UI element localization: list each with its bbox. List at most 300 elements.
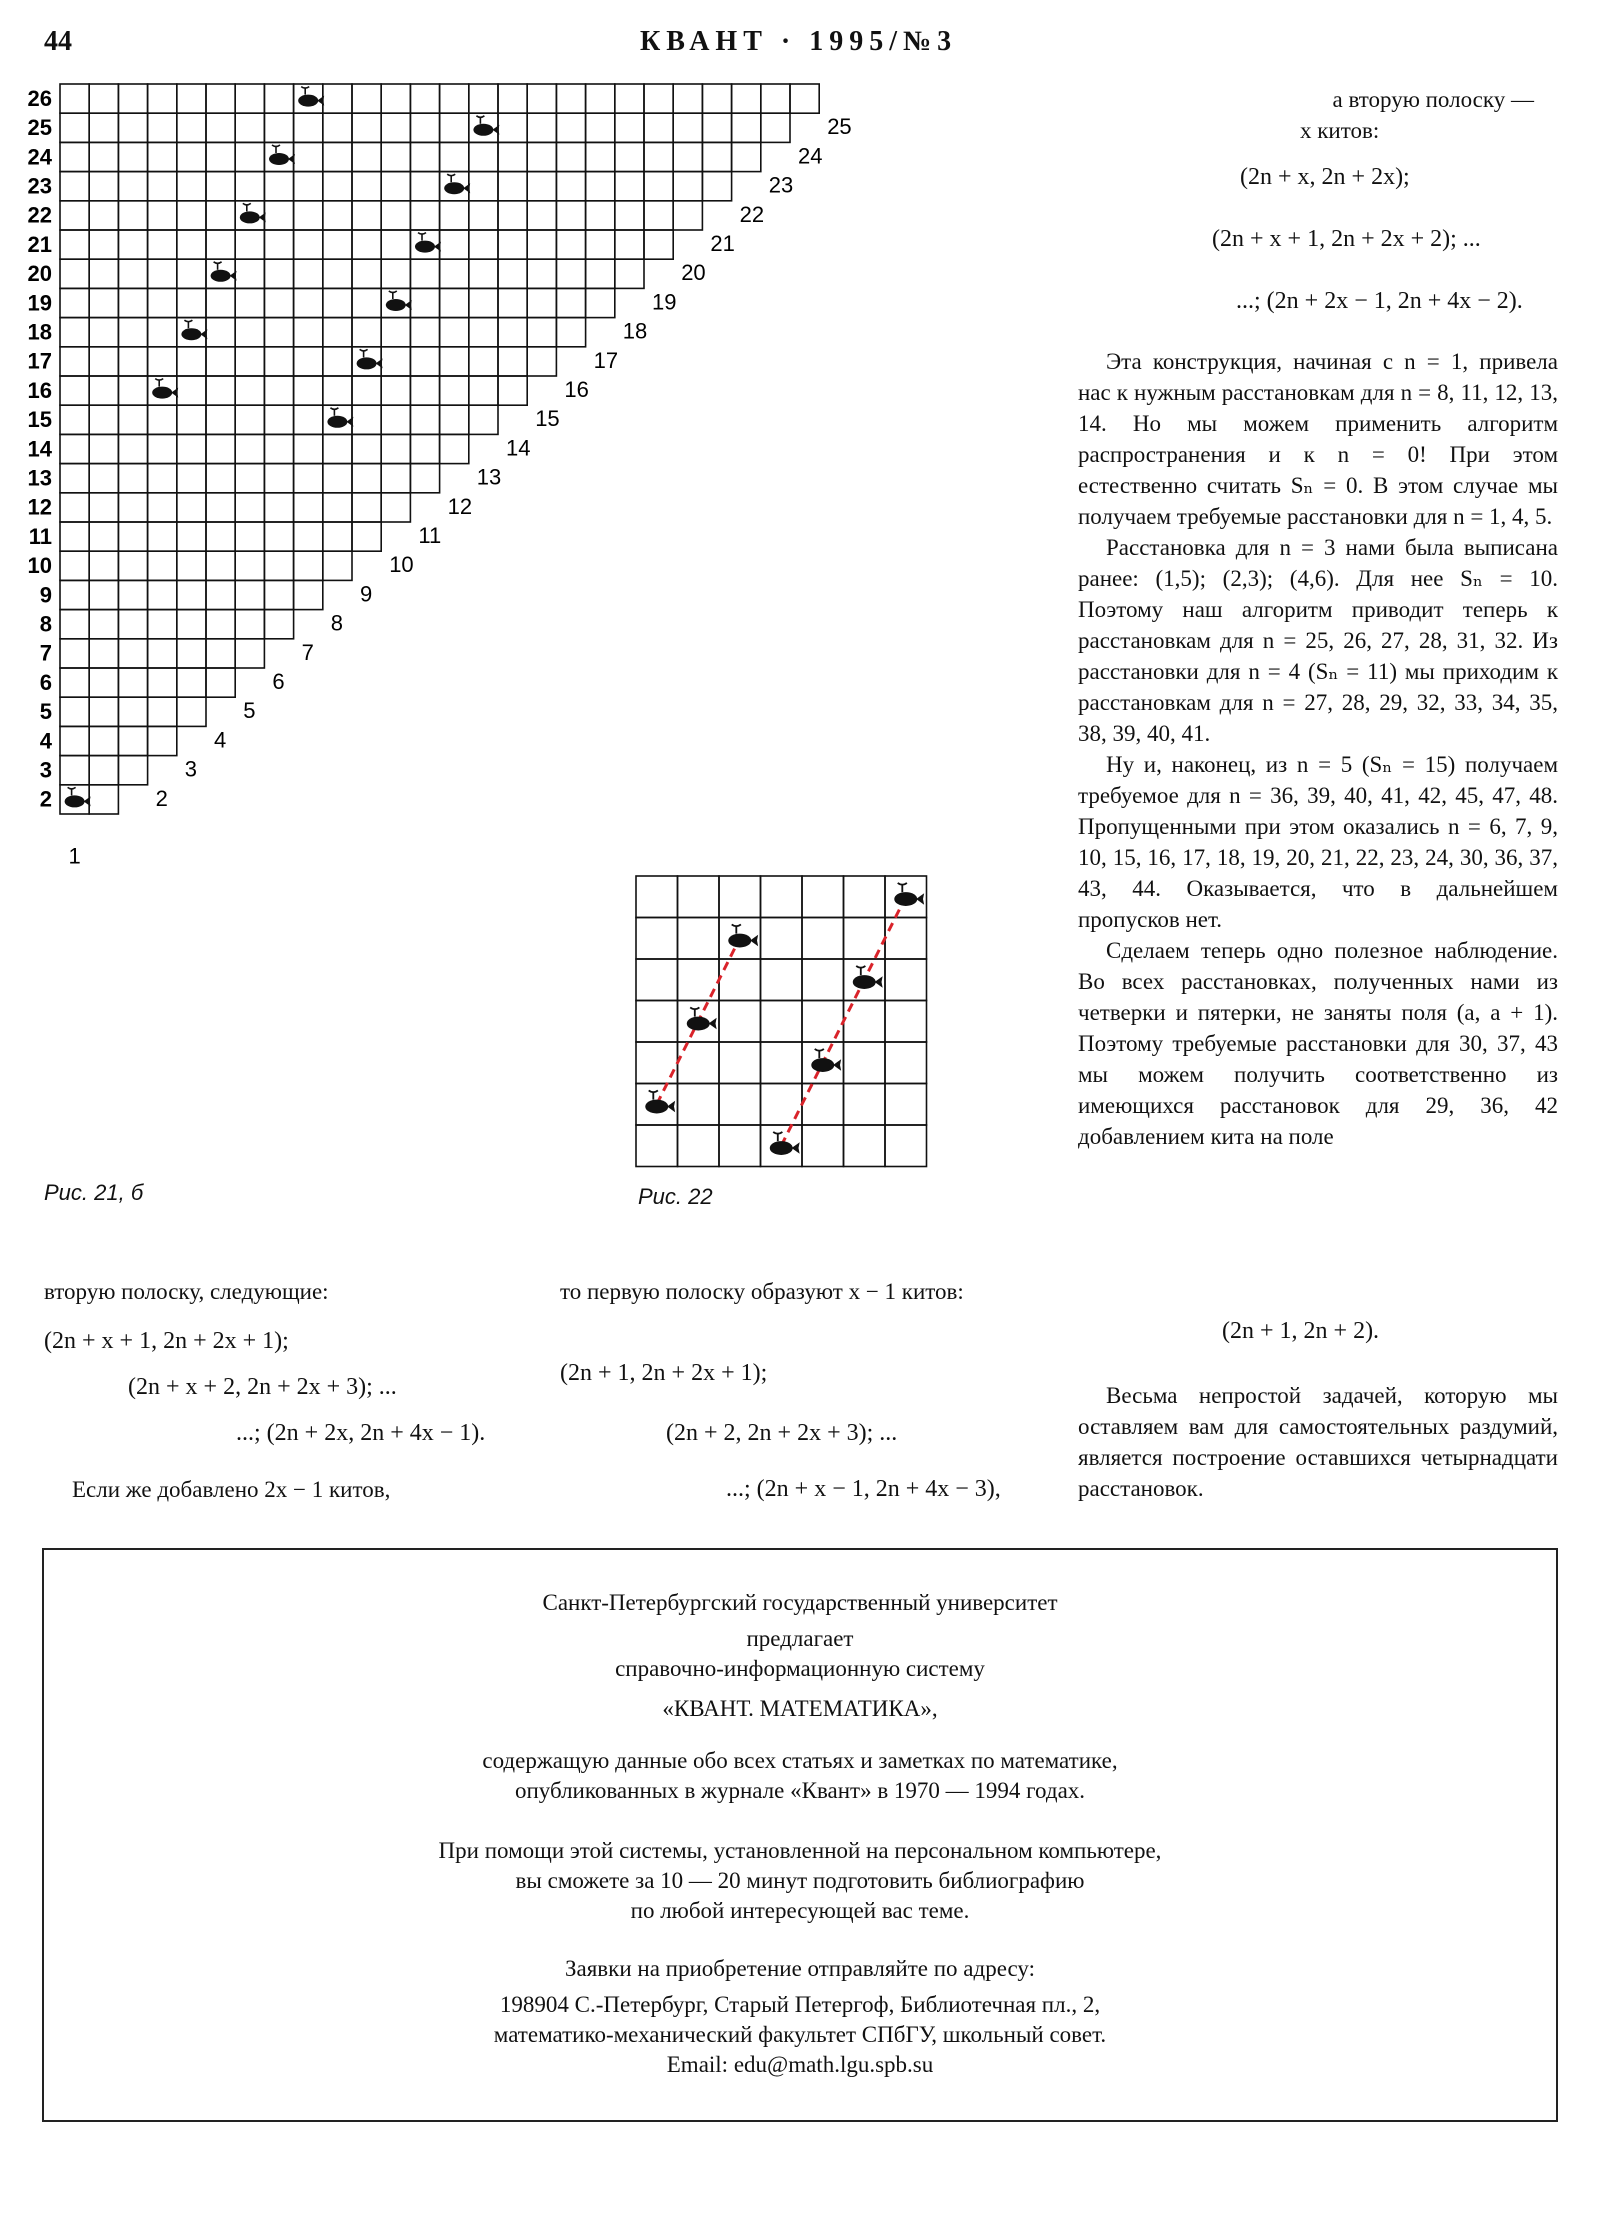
grid-cell: [294, 201, 323, 230]
grid-cell: [761, 876, 803, 918]
ad-university: Санкт-Петербургский государственный университет: [542, 1590, 1058, 1615]
grid-cell: [206, 551, 235, 580]
whale-icon: [687, 1007, 717, 1030]
grid-cell: [761, 1001, 803, 1043]
grid-cell: [381, 230, 410, 259]
grid-cell: [89, 668, 118, 697]
ad-desc-1: содержащую данные обо всех статьях и заметках по математике,: [482, 1748, 1118, 1773]
row-label: 6: [39, 669, 52, 695]
whale-icon: [444, 174, 470, 194]
grid-cell: [885, 1125, 927, 1167]
grid-cell: [264, 493, 293, 522]
grid-cell: [673, 84, 702, 113]
right-paragraph-4: Сделаем теперь одно полезное наблюдение. Во всех расстановках, полученных нами из четверки и пятерки, не заняты поля (a, a + 1). Поэтому требуемые расстановки для 30, 37, 43 мы можем получить соответственно из имеющихся расстановок для 29, 36, 42 добавлением кита на поле: [1078, 938, 1558, 1149]
grid-cell: [636, 1125, 678, 1167]
grid-cell: [732, 142, 761, 171]
grid-cell: [148, 522, 177, 551]
grid-cell: [206, 610, 235, 639]
grid-cell: [177, 84, 206, 113]
grid-cell: [352, 464, 381, 493]
grid-cell: [60, 639, 89, 668]
grid-cell: [264, 84, 293, 113]
grid-cell: [60, 726, 89, 755]
grid-cell: [586, 142, 615, 171]
grid-cell: [206, 434, 235, 463]
grid-cell: [381, 259, 410, 288]
grid-cell: [498, 84, 527, 113]
diagonal-label: 4: [214, 727, 227, 753]
row-label: 15: [27, 407, 52, 433]
grid-cell: [235, 172, 264, 201]
grid-cell: [177, 113, 206, 142]
grid-cell: [440, 201, 469, 230]
grid-cell: [381, 347, 410, 376]
diagonal-label: 7: [301, 639, 314, 665]
whale-icon: [269, 145, 295, 165]
grid-cell: [323, 522, 352, 551]
grid-cell: [586, 113, 615, 142]
grid-cell: [586, 201, 615, 230]
grid-cell: [556, 84, 585, 113]
grid-cell: [264, 376, 293, 405]
grid-cell: [498, 318, 527, 347]
grid-cell: [89, 376, 118, 405]
grid-cell: [177, 201, 206, 230]
grid-cell: [410, 376, 439, 405]
grid-cell: [206, 318, 235, 347]
grid-cell: [89, 113, 118, 142]
grid-cell: [440, 405, 469, 434]
grid-cell: [264, 347, 293, 376]
ad-address-1: 198904 С.-Петербург, Старый Петергоф, Библиотечная пл., 2,: [499, 1992, 1101, 2017]
grid-cell: [89, 610, 118, 639]
grid-cell: [719, 1084, 761, 1126]
grid-cell: [644, 84, 673, 113]
grid-cell: [586, 259, 615, 288]
left-formula-3: ...; (2n + 2x, 2n + 4x − 1).: [236, 1420, 486, 1446]
grid-cell: [148, 259, 177, 288]
grid-cell: [615, 84, 644, 113]
diagonal-label: 22: [739, 201, 765, 227]
ad-email[interactable]: Email: edu@math.lgu.spb.su: [666, 2052, 934, 2077]
middle-paragraph-text: то первую полоску образуют x − 1 китов:: [560, 1279, 964, 1304]
grid-cell: [89, 405, 118, 434]
grid-cell: [89, 580, 118, 609]
diagonal-label: 6: [272, 669, 285, 695]
grid-cell: [89, 288, 118, 317]
grid-cell: [644, 201, 673, 230]
grid-cell: [527, 347, 556, 376]
grid-cell: [60, 230, 89, 259]
grid-cell: [323, 493, 352, 522]
grid-cell: [148, 551, 177, 580]
grid-cell: [761, 84, 790, 113]
grid-cell: [206, 113, 235, 142]
row-label: 19: [27, 290, 52, 316]
right-column-end: [1078, 1380, 1558, 1504]
grid-cell: [469, 347, 498, 376]
grid-cell: [89, 172, 118, 201]
grid-cell: [177, 259, 206, 288]
right-paragraph-3: Ну и, наконец, из n = 5 (Sₙ = 15) получаем требуемое для n = 36, 39, 40, 41, 42, 45, 47, 48. Пропущенными при этом оказались n = 6, 7, 9, 10, 15, 16, 17, 18, 19, 20, 21, 22, 23, 24, 30, 36, 37, 43, 44. Оказывается, что в дальнейшем пропусков нет.: [1078, 752, 1558, 932]
grid-cell: [410, 172, 439, 201]
grid-cell: [118, 201, 147, 230]
grid-cell: [469, 84, 498, 113]
grid-cell: [118, 113, 147, 142]
grid-cell: [636, 876, 678, 918]
grid-cell: [264, 405, 293, 434]
grid-cell: [761, 959, 803, 1001]
grid-cell: [615, 172, 644, 201]
grid-cell: [264, 464, 293, 493]
grid-cell: [177, 493, 206, 522]
right-formula-2: (2n + x + 1, 2n + 2x + 2); ...: [1212, 226, 1481, 252]
left-intro: [44, 1276, 534, 1307]
grid-cell: [264, 610, 293, 639]
whale-icon: [770, 1132, 800, 1155]
whale-icon: [811, 1049, 841, 1072]
grid-cell: [118, 551, 147, 580]
grid-cell: [498, 113, 527, 142]
right-paragraph-1: Эта конструкция, начиная с n = 1, привела нас к нужным расстановкам для n = 8, 11, 12, 13, 14. Но мы можем применить алгоритм распространения и к n = 0! При этом естественно считать Sₙ = 0. В этом случае мы получаем требуемые расстановки для n = 1, 4, 5.: [1078, 349, 1558, 529]
grid-cell: [586, 172, 615, 201]
grid-cell: [352, 405, 381, 434]
grid-cell: [89, 493, 118, 522]
diagonal-label: 19: [652, 289, 677, 315]
grid-cell: [802, 959, 844, 1001]
grid-cell: [381, 84, 410, 113]
grid-cell: [294, 522, 323, 551]
left-formula-1: (2n + x + 1, 2n + 2x + 1);: [44, 1328, 289, 1354]
grid-cell: [148, 230, 177, 259]
grid-cell: [844, 876, 886, 918]
grid-cell: [148, 201, 177, 230]
grid-cell: [177, 697, 206, 726]
grid-cell: [644, 142, 673, 171]
grid-cell: [352, 259, 381, 288]
grid-cell: [410, 288, 439, 317]
whale-icon: [894, 883, 924, 906]
left-intro-text: вторую полоску, следующие:: [44, 1279, 329, 1304]
grid-cell: [235, 464, 264, 493]
grid-cell: [556, 201, 585, 230]
running-title: КВАНТ · 1995/№3: [640, 26, 958, 57]
grid-cell: [294, 230, 323, 259]
right-intro: а вторую полоску —: [1332, 87, 1534, 112]
diagonal-label: 12: [447, 493, 473, 519]
grid-cell: [148, 113, 177, 142]
grid-cell: [556, 259, 585, 288]
grid-cell: [118, 376, 147, 405]
grid-cell: [352, 113, 381, 142]
grid-cell: [60, 551, 89, 580]
grid-cell: [352, 230, 381, 259]
whale-icon: [357, 349, 383, 369]
grid-cell: [118, 697, 147, 726]
grid-cell: [615, 230, 644, 259]
bottom-label: 1: [68, 843, 81, 869]
ad-desc-3: При помощи этой системы, установленной на персональном компьютере,: [438, 1838, 1162, 1863]
grid-cell: [89, 347, 118, 376]
grid-cell: [118, 142, 147, 171]
advertisement-box: [42, 1548, 1558, 2122]
grid-cell: [732, 84, 761, 113]
grid-cell: [60, 142, 89, 171]
grid-cell: [381, 201, 410, 230]
grid-cell: [264, 522, 293, 551]
ad-address-2: математико-механический факультет СПбГУ, школьный совет.: [493, 2022, 1107, 2047]
grid-cell: [498, 347, 527, 376]
grid-cell: [294, 464, 323, 493]
grid-cell: [440, 434, 469, 463]
grid-cell: [469, 259, 498, 288]
grid-cell: [177, 230, 206, 259]
grid-cell: [440, 259, 469, 288]
grid-cell: [294, 142, 323, 171]
grid-cell: [206, 639, 235, 668]
ad-desc-4: вы сможете за 10 — 20 минут подготовить библиографию: [515, 1868, 1085, 1893]
grid-cell: [60, 405, 89, 434]
grid-cell: [498, 230, 527, 259]
row-label: 4: [39, 728, 52, 754]
grid-cell: [118, 639, 147, 668]
grid-cell: [556, 288, 585, 317]
grid-cell: [206, 580, 235, 609]
grid-cell: [469, 172, 498, 201]
row-label: 9: [39, 582, 52, 608]
grid-cell: [469, 230, 498, 259]
grid-cell: [264, 288, 293, 317]
right-formula-4: (2n + 1, 2n + 2).: [1222, 1318, 1380, 1344]
grid-cell: [148, 434, 177, 463]
grid-cell: [89, 230, 118, 259]
right-formula-1: (2n + x, 2n + 2x);: [1240, 164, 1410, 190]
diagonal-label: 24: [798, 143, 823, 169]
grid-cell: [235, 376, 264, 405]
grid-cell: [118, 464, 147, 493]
grid-cell: [206, 668, 235, 697]
grid-cell: [294, 376, 323, 405]
grid-cell: [89, 785, 118, 814]
grid-cell: [60, 113, 89, 142]
grid-cell: [148, 172, 177, 201]
grid-cell: [323, 201, 352, 230]
grid-cell: [323, 288, 352, 317]
grid-cell: [264, 318, 293, 347]
grid-cell: [118, 405, 147, 434]
right-paragraph-2: Расстановка для n = 3 нами была выписана ранее: (1,5); (2,3); (4,6). Для нее Sₙ = 10. Поэтому наш алгоритм приводит теперь к расстановкам для n = 25, 26, 27, 28, 31, 32. Из расстановки для n = 4 (Sₙ = 11) мы приходим к расстановкам для n = 27, 28, 29, 32, 33, 34, 35, 38, 39, 40, 41.: [1078, 535, 1558, 746]
grid-cell: [206, 522, 235, 551]
grid-cell: [527, 172, 556, 201]
grid-cell: [89, 726, 118, 755]
grid-cell: [410, 434, 439, 463]
grid-cell: [527, 318, 556, 347]
grid-cell: [60, 464, 89, 493]
grid-cell: [60, 318, 89, 347]
grid-cell: [636, 959, 678, 1001]
grid-cell: [678, 1125, 720, 1167]
grid-cell: [440, 376, 469, 405]
grid-cell: [235, 259, 264, 288]
grid-cell: [410, 259, 439, 288]
grid-cell: [60, 201, 89, 230]
grid-cell: [118, 172, 147, 201]
diagonal-label: 11: [418, 523, 442, 549]
grid-cell: [177, 434, 206, 463]
grid-cell: [644, 113, 673, 142]
grid-cell: [148, 493, 177, 522]
grid-cell: [235, 288, 264, 317]
grid-cell: [615, 142, 644, 171]
diagonal-label: 14: [506, 435, 531, 461]
diagonal-label: 5: [243, 698, 256, 724]
grid-cell: [235, 551, 264, 580]
grid-cell: [498, 288, 527, 317]
grid-cell: [118, 230, 147, 259]
grid-cell: [235, 142, 264, 171]
row-label: 10: [27, 553, 52, 579]
grid-cell: [118, 580, 147, 609]
grid-cell: [206, 172, 235, 201]
grid-cell: [206, 201, 235, 230]
grid-cell: [673, 172, 702, 201]
grid-cell: [527, 230, 556, 259]
grid-cell: [440, 230, 469, 259]
grid-cell: [264, 434, 293, 463]
grid-cell: [702, 172, 731, 201]
whale-icon: [298, 87, 324, 107]
grid-cell: [702, 84, 731, 113]
grid-cell: [469, 142, 498, 171]
grid-cell: [381, 376, 410, 405]
grid-cell: [352, 288, 381, 317]
row-label: 20: [27, 261, 52, 287]
grid-cell: [294, 551, 323, 580]
grid-cell: [60, 522, 89, 551]
whale-icon: [728, 924, 758, 947]
grid-cell: [885, 959, 927, 1001]
grid-cell: [527, 84, 556, 113]
grid-cell: [118, 318, 147, 347]
row-label: 18: [27, 319, 52, 345]
grid-cell: [527, 201, 556, 230]
grid-cell: [235, 84, 264, 113]
grid-cell: [719, 1042, 761, 1084]
grid-cell: [235, 493, 264, 522]
figure-22-grid: [630, 872, 940, 1172]
right-paragraph-5: Весьма непростой задачей, которую мы оставляем вам для самостоятельных раздумий, является построение оставшихся четырнадцати расстановок.: [1078, 1383, 1558, 1501]
grid-cell: [844, 1125, 886, 1167]
grid-cell: [732, 113, 761, 142]
grid-cell: [556, 230, 585, 259]
grid-cell: [206, 464, 235, 493]
grid-cell: [177, 142, 206, 171]
grid-cell: [264, 259, 293, 288]
grid-cell: [527, 288, 556, 317]
grid-cell: [586, 84, 615, 113]
ad-order: Заявки на приобретение отправляйте по адресу:: [565, 1956, 1035, 1981]
grid-cell: [761, 113, 790, 142]
grid-cell: [206, 493, 235, 522]
grid-cell: [761, 918, 803, 960]
grid-cell: [206, 84, 235, 113]
row-label: 2: [39, 786, 52, 812]
grid-cell: [206, 376, 235, 405]
grid-cell: [60, 756, 89, 785]
grid-cell: [118, 668, 147, 697]
right-intro-2: x китов:: [1300, 118, 1380, 143]
grid-cell: [469, 318, 498, 347]
grid-cell: [381, 493, 410, 522]
grid-cell: [636, 918, 678, 960]
grid-cell: [410, 142, 439, 171]
grid-cell: [235, 113, 264, 142]
grid-cell: [719, 876, 761, 918]
whale-icon: [181, 320, 207, 340]
whale-icon: [386, 291, 412, 311]
grid-cell: [264, 201, 293, 230]
grid-cell: [294, 318, 323, 347]
grid-cell: [615, 259, 644, 288]
grid-cell: [352, 376, 381, 405]
grid-cell: [381, 318, 410, 347]
grid-cell: [673, 201, 702, 230]
grid-cell: [719, 1125, 761, 1167]
grid-cell: [381, 113, 410, 142]
row-label: 14: [27, 436, 52, 462]
row-label: 16: [27, 377, 52, 403]
grid-cell: [556, 113, 585, 142]
grid-cell: [60, 697, 89, 726]
row-label: 26: [27, 85, 52, 111]
grid-cell: [89, 756, 118, 785]
middle-paragraph: [560, 1276, 1036, 1307]
grid-cell: [556, 142, 585, 171]
ad-desc-2: опубликованных в журнале «Квант» в 1970 — 1994 годах.: [514, 1778, 1086, 1803]
grid-cell: [440, 84, 469, 113]
grid-cell: [60, 172, 89, 201]
grid-cell: [885, 1084, 927, 1126]
grid-cell: [177, 551, 206, 580]
grid-cell: [352, 434, 381, 463]
grid-cell: [527, 113, 556, 142]
grid-cell: [440, 142, 469, 171]
figure-21-triangle-grid: [27, 78, 1150, 1178]
grid-cell: [206, 230, 235, 259]
grid-cell: [323, 376, 352, 405]
grid-cell: [148, 639, 177, 668]
grid-cell: [177, 288, 206, 317]
grid-cell: [89, 318, 118, 347]
diagonal-label: 8: [330, 610, 344, 636]
grid-cell: [410, 201, 439, 230]
row-label: 12: [27, 494, 52, 520]
grid-cell: [323, 84, 352, 113]
grid-cell: [89, 639, 118, 668]
diagonal-label: 20: [681, 260, 706, 286]
grid-cell: [118, 84, 147, 113]
grid-cell: [89, 434, 118, 463]
grid-cell: [89, 259, 118, 288]
grid-cell: [148, 726, 177, 755]
grid-cell: [802, 876, 844, 918]
grid-cell: [323, 464, 352, 493]
grid-cell: [206, 288, 235, 317]
grid-cell: [264, 580, 293, 609]
diagonal-label: 15: [535, 406, 560, 432]
whale-icon: [327, 408, 353, 428]
grid-cell: [177, 639, 206, 668]
